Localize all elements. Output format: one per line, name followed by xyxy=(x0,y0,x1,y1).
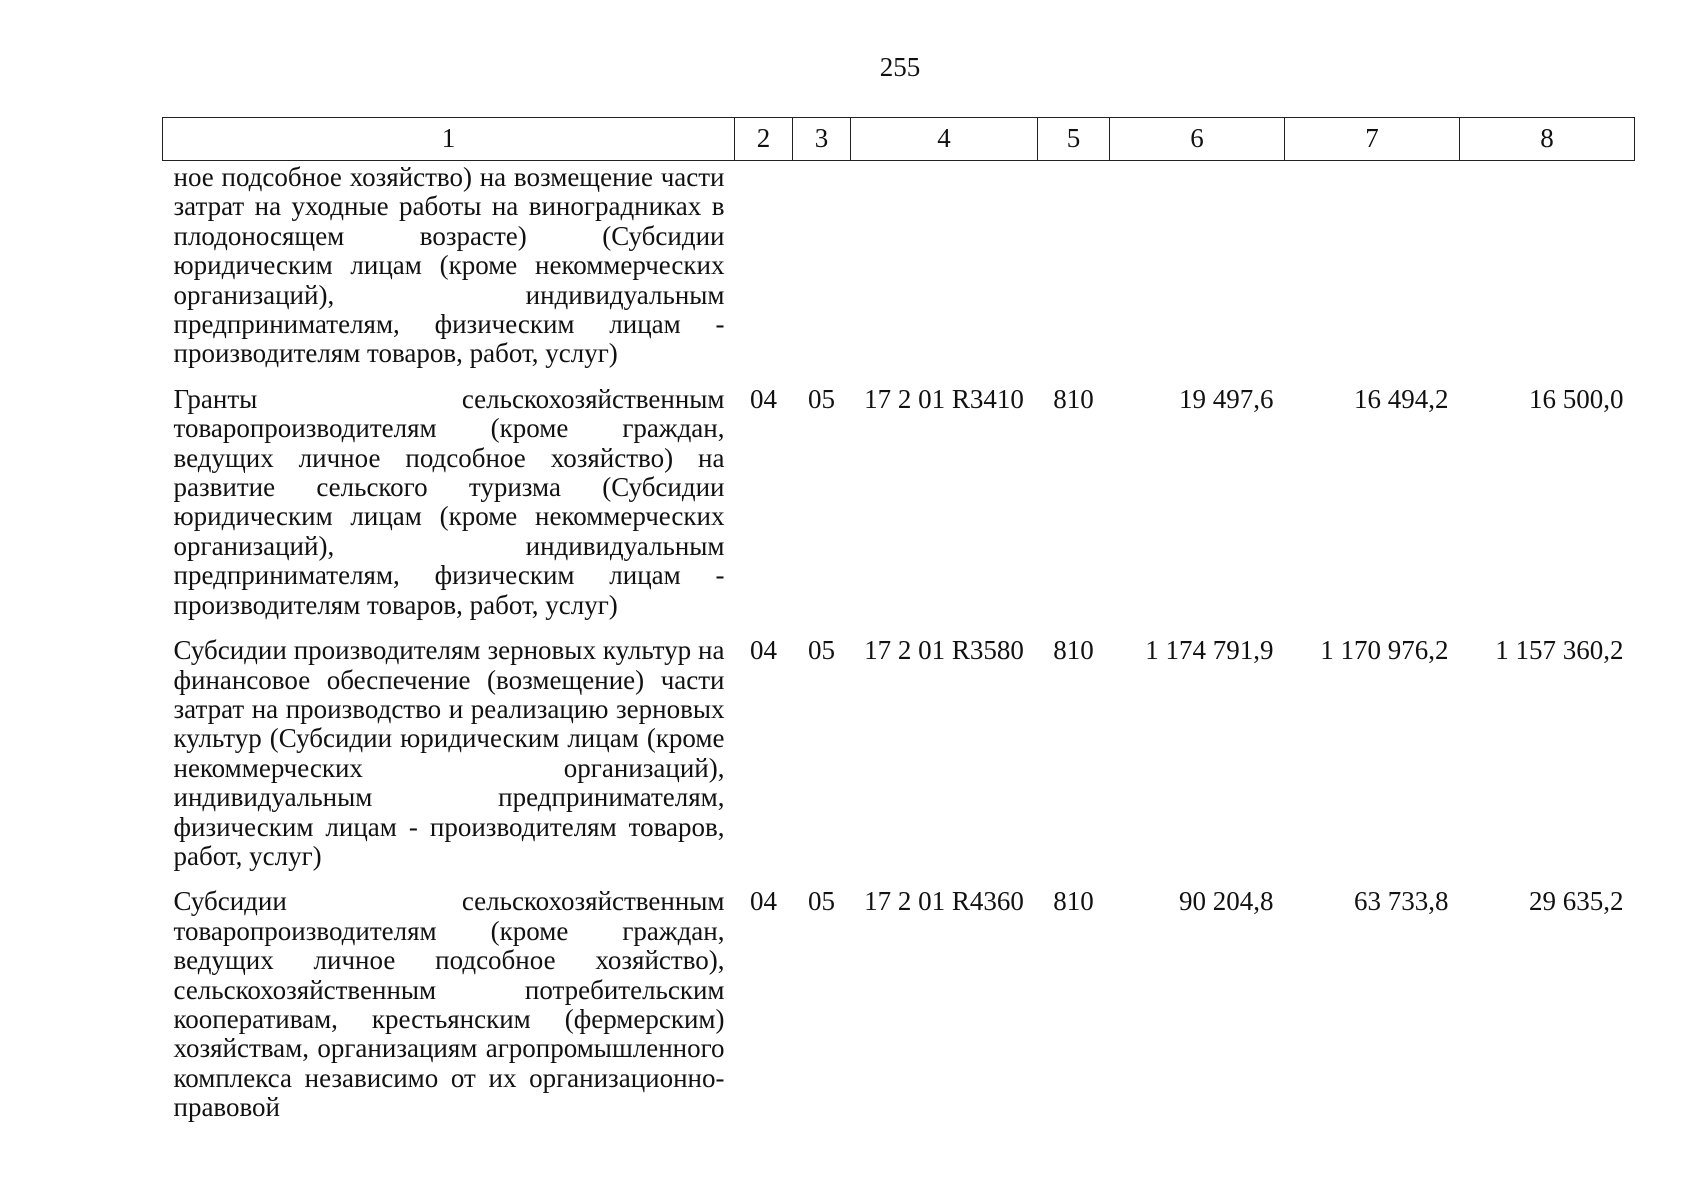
column-header: 6 xyxy=(1110,118,1285,161)
column-header: 7 xyxy=(1285,118,1460,161)
row-description: Субсидии сельскохозяйственным товаропроизводителям (кроме граждан, ведущих личное подсобное хозяйство), сельскохозяйственным потребительским кооперативам, крестьянским (фермерским) хозяйствам, организациям агропромышленного комплекса независимо от их организационно-правовой xyxy=(173,886,725,1123)
section-code: 04 xyxy=(750,635,777,666)
amount-col-7: 63 733,8 xyxy=(1354,886,1449,917)
column-header: 1 xyxy=(163,118,735,161)
header-row xyxy=(163,118,1635,161)
amount-col-7: 1 170 976,2 xyxy=(1320,635,1449,666)
table-row xyxy=(163,887,1635,1138)
column-header: 4 xyxy=(851,118,1038,161)
amount-col-7: 16 494,2 xyxy=(1354,383,1449,414)
table-header xyxy=(163,118,1635,161)
amount-col-8: 29 635,2 xyxy=(1529,886,1624,917)
amount-col-8: 16 500,0 xyxy=(1529,383,1624,414)
column-header: 8 xyxy=(1460,118,1635,161)
section-code xyxy=(735,161,793,385)
amount-col-6: 19 497,6 xyxy=(1179,383,1274,414)
row-description: Субсидии производителям зерновых культур на финансовое обеспечение (возмещение) части затрат на производство и реализацию зерновых культур (Субсидии юридическим лицам (кроме некоммерческих организаций), индивидуальным предпринимателям, физическим лицам - производителям товаров, работ, услуг) xyxy=(173,635,725,871)
amount-col-8: 1 157 360,2 xyxy=(1495,635,1624,666)
subsection-code xyxy=(793,161,851,385)
column-header: 5 xyxy=(1038,118,1110,161)
table-row xyxy=(163,161,1635,385)
expense-type-code: 810 xyxy=(1053,383,1094,414)
amount-col-6: 90 204,8 xyxy=(1179,886,1274,917)
target-article-code: 17 2 01 R3410 xyxy=(864,383,1024,414)
target-article-code xyxy=(851,161,1038,385)
table-row xyxy=(163,385,1635,636)
target-article-code: 17 2 01 R4360 xyxy=(864,886,1024,917)
subsection-code: 05 xyxy=(808,635,835,666)
subsection-code: 05 xyxy=(808,886,835,917)
expense-type-code: 810 xyxy=(1053,886,1094,917)
section-code: 04 xyxy=(750,383,777,414)
row-description: Гранты сельскохозяйственным товаропроизводителям (кроме граждан, ведущих личное подсобное хозяйство) на развитие сельского туризма (Субсидии юридическим лицам (кроме некоммерческих организаций), индивидуальным предпринимателям, физическим лицам - производителям товаров, работ, услуг) xyxy=(173,383,725,620)
expense-type-code xyxy=(1038,161,1110,385)
section-code: 04 xyxy=(750,886,777,917)
amount-col-6 xyxy=(1110,161,1285,385)
target-article-code: 17 2 01 R3580 xyxy=(864,635,1024,666)
amount-col-6: 1 174 791,9 xyxy=(1145,635,1274,666)
amount-col-7 xyxy=(1285,161,1460,385)
table-body xyxy=(163,161,1635,1139)
subsection-code: 05 xyxy=(808,383,835,414)
expense-type-code: 810 xyxy=(1053,635,1094,666)
amount-col-8 xyxy=(1460,161,1635,385)
column-header: 3 xyxy=(793,118,851,161)
budget-table xyxy=(162,117,1635,1139)
column-header: 2 xyxy=(735,118,793,161)
table-row xyxy=(163,636,1635,887)
page-number: 255 xyxy=(879,52,921,82)
row-description: ное подсобное хозяйство) на возмещение части затрат на уходные работы на виноградниках в плодоносящем возрасте) (Субсидии юридическим лицам (кроме некоммерческих организаций), индивидуальным предпринимателям, физическим лицам - производителям товаров, работ, услуг) xyxy=(173,162,725,369)
